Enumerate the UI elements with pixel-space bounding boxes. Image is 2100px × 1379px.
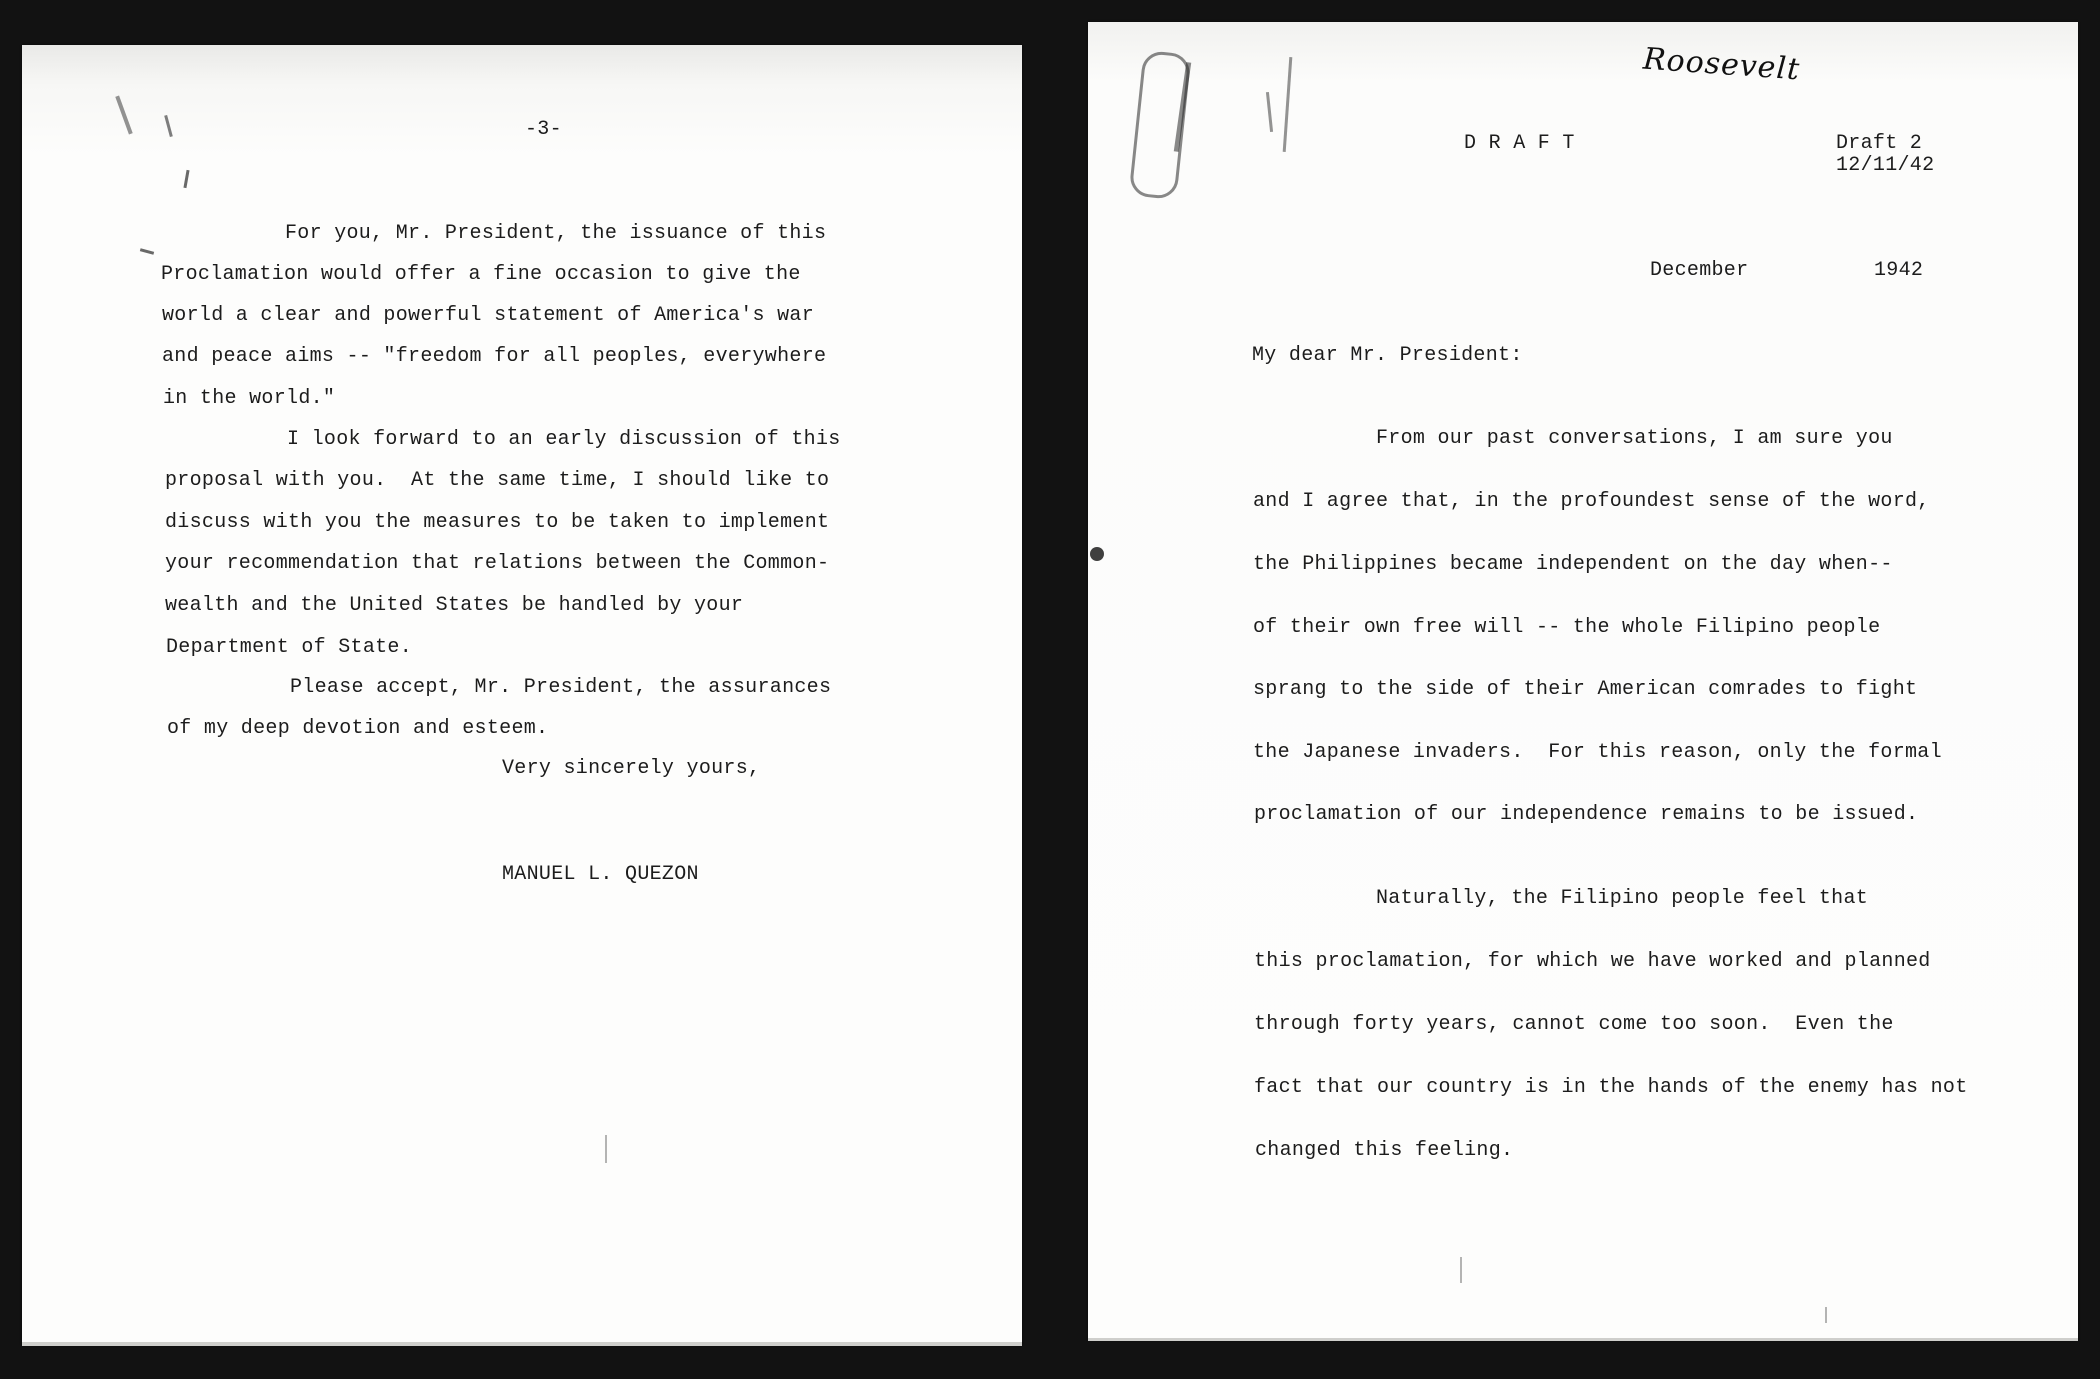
- page-number: -3-: [525, 118, 562, 141]
- letter-line: wealth and the United States be handled by your: [165, 594, 744, 617]
- letter-line: world a clear and powerful statement of America's war: [162, 304, 815, 327]
- letter-line: the Japanese invaders. For this reason, only the formal: [1253, 741, 1942, 764]
- letter-line: Proclamation would offer a fine occasion to give the: [161, 263, 801, 286]
- scan-smudge: [1266, 92, 1273, 132]
- letter-line: From our past conversations, I am sure you: [1376, 427, 1893, 450]
- letter-line: of my deep devotion and esteem.: [167, 717, 549, 740]
- letter-line: changed this feeling.: [1255, 1139, 1514, 1162]
- scan-smudge: [164, 115, 173, 137]
- letter-line: the Philippines became independent on the day when--: [1253, 553, 1893, 576]
- scan-smudge: [115, 96, 132, 135]
- left-page: [22, 45, 1022, 1345]
- letter-line: and peace aims -- "freedom for all peoples, everywhere: [162, 345, 827, 368]
- scan-smudge: [140, 248, 154, 255]
- scan-smudge: [1283, 57, 1293, 152]
- draft-date: 12/11/42: [1836, 154, 1935, 177]
- letter-date-month: December: [1650, 259, 1749, 282]
- letter-line: For you, Mr. President, the issuance of this: [285, 222, 827, 245]
- scan-speck: [1825, 1307, 1827, 1323]
- letter-line: in the world.": [163, 387, 336, 410]
- letter-line: fact that our country is in the hands of the enemy has not: [1254, 1076, 1968, 1099]
- letter-line: proposal with you. At the same time, I should like to: [165, 469, 830, 492]
- letter-line: this proclamation, for which we have worked and planned: [1254, 950, 1931, 973]
- handwritten-annotation: Roosevelt: [1641, 41, 1802, 88]
- letter-line: Department of State.: [166, 636, 413, 659]
- letter-line: of their own free will -- the whole Filipino people: [1253, 616, 1881, 639]
- right-page: [1088, 22, 2078, 1340]
- letter-line: your recommendation that relations between the Common-: [165, 552, 830, 575]
- letter-line: I look forward to an early discussion of this: [287, 428, 841, 451]
- signature-name: MANUEL L. QUEZON: [502, 863, 699, 886]
- page-edge: [1088, 1338, 2078, 1341]
- scan-speck: [605, 1135, 607, 1163]
- draft-heading: D R A F T: [1464, 132, 1575, 155]
- letter-line: Please accept, Mr. President, the assurances: [290, 676, 832, 699]
- letter-line: sprang to the side of their American comrades to fight: [1253, 678, 1918, 701]
- letter-line: discuss with you the measures to be taken to implement: [165, 511, 830, 534]
- scan-speck: [1460, 1257, 1462, 1283]
- letter-line: through forty years, cannot come too soon. Even the: [1254, 1013, 1894, 1036]
- letter-line: Naturally, the Filipino people feel that: [1376, 887, 1869, 910]
- scan-speck: [1090, 547, 1104, 561]
- letter-line: proclamation of our independence remains to be issued.: [1254, 803, 1919, 826]
- letter-line: and I agree that, in the profoundest sense of the word,: [1253, 490, 1930, 513]
- closing: Very sincerely yours,: [502, 757, 761, 780]
- salutation: My dear Mr. President:: [1252, 344, 1523, 367]
- scan-smudge: [183, 170, 189, 188]
- draft-number: Draft 2: [1836, 132, 1923, 155]
- letter-date-year: 1942: [1874, 259, 1924, 282]
- page-edge: [22, 1342, 1022, 1346]
